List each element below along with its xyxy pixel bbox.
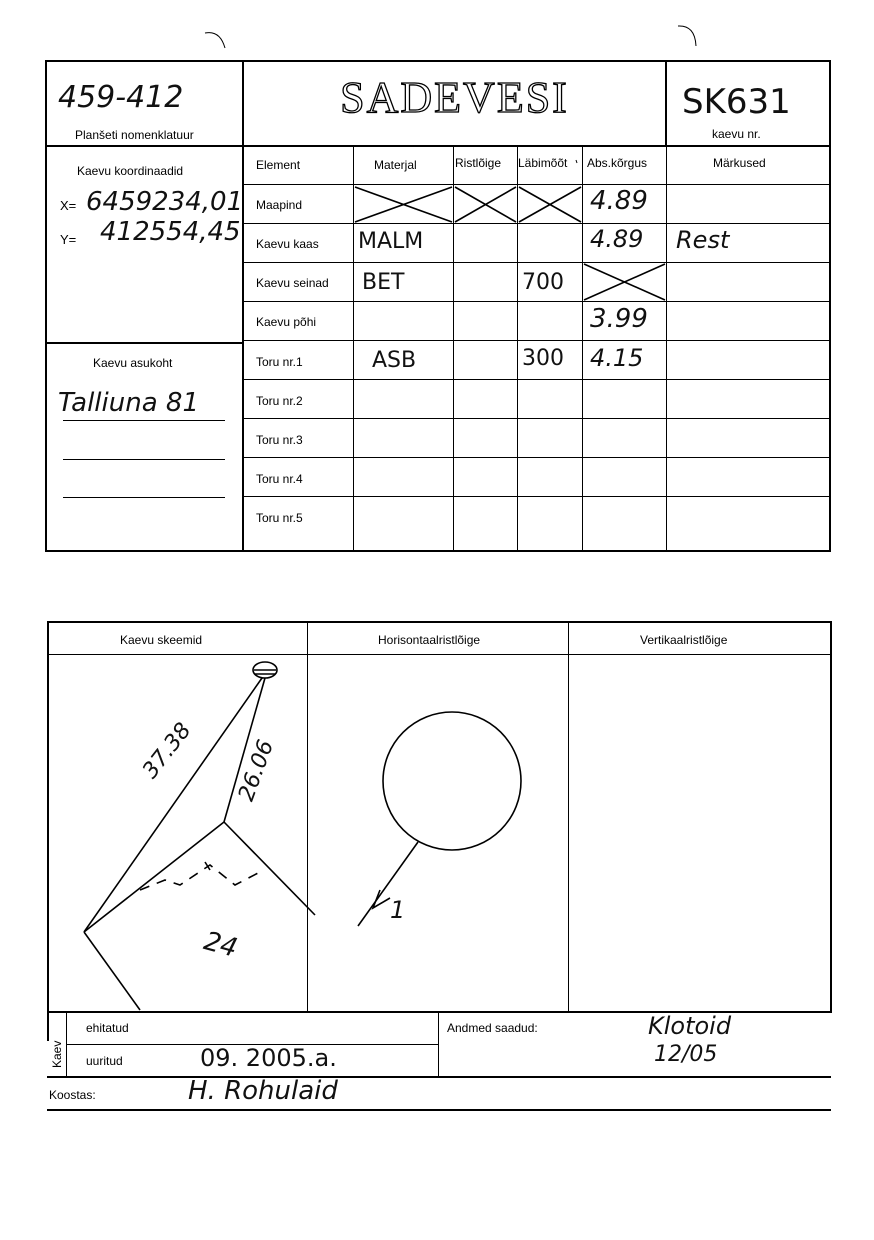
header-ristloige: Ristlõige	[455, 156, 502, 170]
form-title: SADEVESI	[340, 73, 569, 122]
header-labimoot: Läbimõõt	[518, 156, 568, 170]
row-label-toru4: Toru nr.4	[256, 472, 303, 486]
row-label-toru1: Toru nr.1	[256, 355, 303, 369]
row-label-toru3: Toru nr.3	[256, 433, 303, 447]
cell-toru1-materjal: ASB	[372, 348, 417, 373]
cell-seinad-materjal: BET	[362, 270, 405, 295]
cell-kaas-abs: 4.89	[590, 225, 644, 253]
cell-kaas-materjal: MALM	[358, 229, 424, 254]
coordinates-heading: Kaevu koordinaadid	[77, 164, 184, 178]
andmed-value-date: 12/05	[654, 1042, 718, 1067]
cell-pohi-abs: 3.99	[590, 304, 648, 334]
dimension-long: 37.38	[138, 718, 197, 784]
y-coordinate: 412554,45	[100, 217, 241, 247]
header-abs: Abs.kõrgus	[587, 156, 648, 170]
y-label: Y=	[60, 232, 77, 247]
pipe-label: 1	[390, 896, 406, 924]
kaev-label: Kaev	[50, 1040, 64, 1068]
sketch-heading-horizontal: Horisontaalristlõige	[378, 633, 481, 647]
andmed-value-company: Klotoid	[648, 1012, 732, 1040]
dimension-short: 26.06	[234, 736, 280, 805]
koostas-value: H. Rohulaid	[188, 1076, 338, 1106]
header-materjal: Materjal	[374, 158, 417, 172]
location-heading: Kaevu asukoht	[93, 356, 173, 370]
ehitatud-label: ehitatud	[86, 1021, 129, 1035]
cell-maapind-abs: 4.89	[590, 186, 648, 216]
cell-toru1-labimoot: 300	[522, 346, 564, 371]
x-coordinate: 6459234,01	[86, 187, 244, 217]
well-number: SK631	[682, 82, 791, 122]
sheet-caption: Planšeti nomenklatuur	[75, 128, 194, 142]
row-label-pohi: Kaevu põhi	[256, 315, 317, 329]
koostas-label: Koostas:	[49, 1088, 96, 1102]
header-element: Element	[256, 158, 301, 172]
uuritud-value: 09. 2005.a.	[200, 1044, 337, 1072]
row-label-toru2: Toru nr.2	[256, 394, 303, 408]
sheet-number: 459-412	[58, 80, 184, 115]
header-markused: Märkused	[713, 156, 766, 170]
cell-seinad-labimoot: 700	[522, 270, 564, 295]
well-caption: kaevu nr.	[712, 127, 761, 141]
location-value: Talliuna 81	[58, 388, 199, 418]
andmed-label: Andmed saadud:	[447, 1021, 538, 1035]
cell-kaas-markused: Rest	[676, 226, 730, 254]
x-label: X=	[60, 198, 77, 213]
area-label: 24	[200, 926, 241, 964]
row-label-maapind: Maapind	[256, 198, 303, 212]
cell-toru1-abs: 4.15	[590, 344, 644, 372]
uuritud-label: uuritud	[86, 1054, 123, 1068]
sketch-heading-schemes: Kaevu skeemid	[120, 633, 203, 647]
row-label-seinad: Kaevu seinad	[256, 276, 329, 290]
row-label-kaas: Kaevu kaas	[256, 237, 319, 251]
sketch-heading-vertical: Vertikaalristlõige	[640, 633, 728, 647]
row-label-toru5: Toru nr.5	[256, 511, 303, 525]
